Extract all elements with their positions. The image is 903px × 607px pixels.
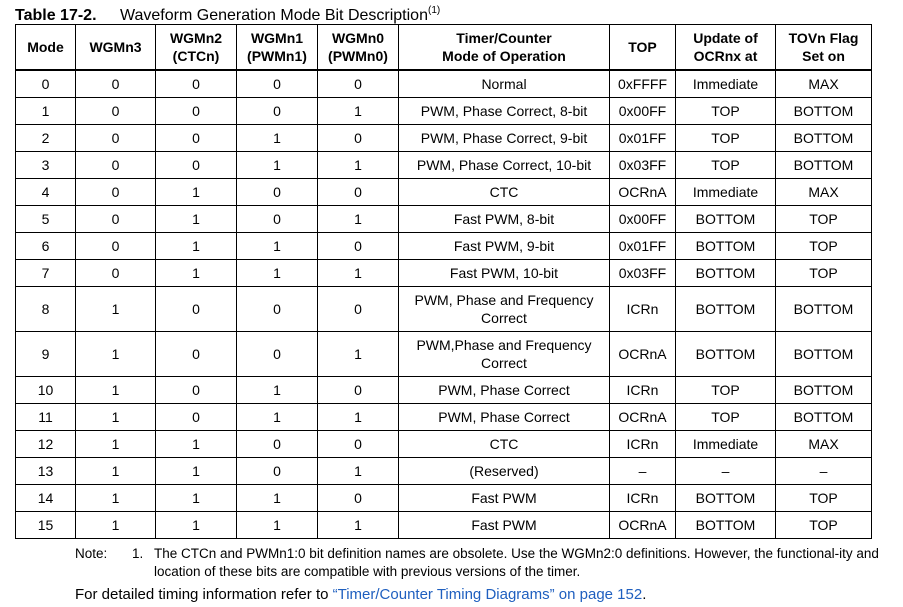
wgmn2-cell: 1: [156, 260, 237, 287]
table-row: [16, 287, 872, 332]
mode-cell: 7: [16, 260, 76, 287]
mode-cell: 13: [16, 458, 76, 485]
tov-cell: TOP: [776, 260, 872, 287]
operation-line: PWM,Phase and Frequency: [416, 337, 592, 353]
wgmn2-cell: 1: [156, 431, 237, 458]
wgmn1-cell: 0: [237, 458, 318, 485]
footer-text: For detailed timing information refer to: [75, 586, 333, 603]
mode-cell: 5: [16, 206, 76, 233]
wgmn3-cell: 1: [76, 332, 156, 377]
wgmn1-cell: 0: [237, 70, 318, 98]
wgmn1-cell: 1: [237, 377, 318, 404]
wgmn1-cell: 1: [237, 404, 318, 431]
wgmn0-cell: 0: [318, 233, 399, 260]
wgmn2-header: [156, 25, 237, 71]
wgmn3-cell: 0: [76, 206, 156, 233]
tov-cell: BOTTOM: [776, 125, 872, 152]
tov-cell: BOTTOM: [776, 332, 872, 377]
update-cell: Immediate: [676, 70, 776, 98]
table-body: [16, 70, 872, 539]
update-cell: Immediate: [676, 431, 776, 458]
wgmn2-cell: 1: [156, 206, 237, 233]
header-line: WGMn1: [250, 30, 304, 46]
header-line: OCRnx at: [693, 48, 758, 64]
wgmn3-cell: 0: [76, 152, 156, 179]
mode-cell: 12: [16, 431, 76, 458]
operation-line: CTC: [489, 436, 519, 452]
wgmn1-cell: 1: [237, 125, 318, 152]
mode-header: [16, 25, 76, 71]
update-cell: TOP: [676, 98, 776, 125]
top-cell: 0x01FF: [610, 233, 676, 260]
wgmn0-cell: 0: [318, 125, 399, 152]
header-line: WGMn0: [331, 30, 385, 46]
table-row: [16, 512, 872, 539]
wgmn3-cell: 1: [76, 377, 156, 404]
top-cell: OCRnA: [610, 404, 676, 431]
top-cell: –: [610, 458, 676, 485]
operation-line: CTC: [489, 184, 519, 200]
mode-cell: 11: [16, 404, 76, 431]
waveform-mode-table: [15, 24, 872, 539]
mode-cell: 10: [16, 377, 76, 404]
update-cell: TOP: [676, 125, 776, 152]
wgmn1-cell: 0: [237, 287, 318, 332]
tov-cell: –: [776, 458, 872, 485]
operation-cell: [399, 332, 610, 377]
tov-cell: TOP: [776, 512, 872, 539]
wgmn1-cell: 0: [237, 98, 318, 125]
operation-cell: [399, 70, 610, 98]
table-row: [16, 179, 872, 206]
operation-line: PWM, Phase Correct: [438, 382, 570, 398]
mode-cell: 14: [16, 485, 76, 512]
table-row: [16, 458, 872, 485]
update-cell: BOTTOM: [676, 233, 776, 260]
operation-cell: [399, 458, 610, 485]
wgmn2-cell: 1: [156, 233, 237, 260]
tov-cell: TOP: [776, 233, 872, 260]
wgmn0-cell: 1: [318, 332, 399, 377]
wgmn3-cell: 1: [76, 431, 156, 458]
update-cell: –: [676, 458, 776, 485]
tov-cell: MAX: [776, 70, 872, 98]
update-cell: BOTTOM: [676, 287, 776, 332]
operation-cell: [399, 287, 610, 332]
wgmn3-cell: 1: [76, 512, 156, 539]
wgmn1-cell: 0: [237, 206, 318, 233]
wgmn3-cell: 0: [76, 70, 156, 98]
table-row: [16, 377, 872, 404]
tov-cell: MAX: [776, 179, 872, 206]
operation-line: PWM, Phase Correct, 8-bit: [420, 103, 588, 119]
update-cell: BOTTOM: [676, 512, 776, 539]
wgmn2-cell: 0: [156, 287, 237, 332]
wgmn1-cell: 0: [237, 332, 318, 377]
operation-cell: [399, 377, 610, 404]
table-row: [16, 260, 872, 287]
operation-line: Fast PWM: [471, 517, 537, 533]
top-cell: 0x03FF: [610, 152, 676, 179]
mode-cell: 1: [16, 98, 76, 125]
wgmn2-cell: 0: [156, 98, 237, 125]
wgmn2-cell: 0: [156, 404, 237, 431]
table-title: Waveform Generation Mode Bit Description: [120, 7, 428, 24]
top-header: [610, 25, 676, 71]
wgmn0-cell: 1: [318, 404, 399, 431]
wgmn0-cell: 1: [318, 260, 399, 287]
footnote-ref: (1): [427, 5, 441, 16]
header-line: Set on: [802, 48, 845, 64]
table-row: [16, 485, 872, 512]
wgmn1-cell: 1: [237, 152, 318, 179]
mode-cell: 6: [16, 233, 76, 260]
update-ocrnx-header: [676, 25, 776, 71]
header-line: Update of: [693, 30, 758, 46]
wgmn3-cell: 0: [76, 125, 156, 152]
mode-cell: 9: [16, 332, 76, 377]
operation-line: PWM, Phase and Frequency: [414, 292, 594, 308]
note-label: Note:: [75, 546, 108, 561]
operation-cell: [399, 152, 610, 179]
operation-cell: [399, 260, 610, 287]
operation-line: Fast PWM, 8-bit: [453, 211, 555, 227]
table-row: [16, 206, 872, 233]
header-line: Mode: [27, 39, 64, 55]
wgmn3-cell: 0: [76, 233, 156, 260]
operation-line: Normal: [481, 76, 527, 92]
header-line: (CTCn): [172, 48, 220, 64]
table-row: [16, 431, 872, 458]
wgmn2-cell: 0: [156, 332, 237, 377]
header-line: Mode of Operation: [442, 48, 566, 64]
table-row: [16, 332, 872, 377]
wgmn0-cell: 0: [318, 377, 399, 404]
operation-line: (Reserved): [469, 463, 539, 479]
wgmn0-cell: 1: [318, 206, 399, 233]
operation-line: Fast PWM: [471, 490, 537, 506]
update-cell: BOTTOM: [676, 485, 776, 512]
wgmn0-cell: 0: [318, 431, 399, 458]
wgmn1-cell: 1: [237, 260, 318, 287]
operation-line: Fast PWM, 10-bit: [449, 265, 559, 281]
top-cell: 0x03FF: [610, 260, 676, 287]
top-cell: ICRn: [610, 485, 676, 512]
update-cell: BOTTOM: [676, 332, 776, 377]
operation-line: PWM, Phase Correct, 9-bit: [420, 130, 588, 146]
timing-diagrams-link[interactable]: “Timer/Counter Timing Diagrams” on page 152: [332, 586, 643, 603]
table-note: [75, 545, 895, 581]
wgmn0-cell: 0: [318, 287, 399, 332]
operation-cell: [399, 431, 610, 458]
note-number: 1.: [132, 546, 144, 561]
operation-cell: [399, 233, 610, 260]
wgmn2-cell: 0: [156, 377, 237, 404]
wgmn3-header: [76, 25, 156, 71]
update-cell: BOTTOM: [676, 260, 776, 287]
table-row: [16, 98, 872, 125]
header-line: (PWMn1): [247, 48, 307, 64]
wgmn0-cell: 1: [318, 152, 399, 179]
wgmn0-cell: 0: [318, 179, 399, 206]
update-cell: TOP: [676, 404, 776, 431]
wgmn2-cell: 1: [156, 179, 237, 206]
wgmn3-cell: 0: [76, 98, 156, 125]
wgmn3-cell: 1: [76, 287, 156, 332]
header-line: TOP: [628, 39, 657, 55]
wgmn0-cell: 0: [318, 70, 399, 98]
wgmn1-cell: 0: [237, 431, 318, 458]
operation-line: PWM, Phase Correct: [438, 409, 570, 425]
table-row: [16, 70, 872, 98]
tov-cell: BOTTOM: [776, 287, 872, 332]
wgmn3-cell: 1: [76, 485, 156, 512]
wgmn3-cell: 1: [76, 458, 156, 485]
header-line: WGMn2: [169, 30, 223, 46]
wgmn1-cell: 1: [237, 485, 318, 512]
operation-line: Fast PWM, 9-bit: [453, 238, 555, 254]
top-cell: OCRnA: [610, 179, 676, 206]
top-cell: ICRn: [610, 287, 676, 332]
wgmn3-cell: 0: [76, 260, 156, 287]
top-cell: ICRn: [610, 431, 676, 458]
tov-cell: BOTTOM: [776, 152, 872, 179]
operation-cell: [399, 485, 610, 512]
table-row: [16, 404, 872, 431]
tovn-flag-header: [776, 25, 872, 71]
tov-cell: TOP: [776, 206, 872, 233]
top-cell: 0x00FF: [610, 206, 676, 233]
tov-cell: BOTTOM: [776, 377, 872, 404]
operation-cell: [399, 206, 610, 233]
note-text: The CTCn and PWMn1:0 bit definition names are obsolete. Use the WGMn2:0 definitions. However, the functional-ity and location of these bits are compatible with previous versions of the timer.: [154, 546, 879, 579]
table-row: [16, 152, 872, 179]
table-header-row: [16, 25, 872, 71]
wgmn0-cell: 1: [318, 512, 399, 539]
wgmn3-cell: 0: [76, 179, 156, 206]
footer-end: .: [642, 586, 647, 603]
top-cell: ICRn: [610, 377, 676, 404]
update-cell: BOTTOM: [676, 206, 776, 233]
wgmn0-header: [318, 25, 399, 71]
top-cell: OCRnA: [610, 332, 676, 377]
top-cell: 0xFFFF: [610, 70, 676, 98]
top-cell: 0x01FF: [610, 125, 676, 152]
wgmn1-cell: 1: [237, 233, 318, 260]
mode-of-operation-header: [399, 25, 610, 71]
mode-cell: 0: [16, 70, 76, 98]
wgmn1-header: [237, 25, 318, 71]
operation-cell: [399, 98, 610, 125]
table-caption: [15, 1, 440, 26]
top-cell: 0x00FF: [610, 98, 676, 125]
tov-cell: TOP: [776, 485, 872, 512]
header-line: TOVn Flag: [788, 30, 859, 46]
timing-reference: [75, 585, 646, 605]
update-cell: TOP: [676, 152, 776, 179]
header-line: Timer/Counter: [456, 30, 552, 46]
table-row: [16, 125, 872, 152]
operation-line: Correct: [481, 355, 527, 371]
wgmn1-cell: 1: [237, 512, 318, 539]
mode-cell: 2: [16, 125, 76, 152]
header-line: WGMn3: [89, 39, 142, 55]
top-cell: OCRnA: [610, 512, 676, 539]
wgmn2-cell: 0: [156, 70, 237, 98]
operation-cell: [399, 125, 610, 152]
operation-line: Correct: [481, 310, 527, 326]
header-line: (PWMn0): [328, 48, 388, 64]
wgmn2-cell: 1: [156, 458, 237, 485]
mode-cell: 8: [16, 287, 76, 332]
table-number: Table 17-2.: [15, 7, 97, 24]
mode-cell: 3: [16, 152, 76, 179]
tov-cell: MAX: [776, 431, 872, 458]
operation-cell: [399, 512, 610, 539]
operation-cell: [399, 179, 610, 206]
mode-cell: 4: [16, 179, 76, 206]
tov-cell: BOTTOM: [776, 98, 872, 125]
wgmn1-cell: 0: [237, 179, 318, 206]
update-cell: Immediate: [676, 179, 776, 206]
tov-cell: BOTTOM: [776, 404, 872, 431]
table-row: [16, 233, 872, 260]
wgmn3-cell: 1: [76, 404, 156, 431]
update-cell: TOP: [676, 377, 776, 404]
wgmn2-cell: 0: [156, 125, 237, 152]
wgmn0-cell: 0: [318, 485, 399, 512]
wgmn2-cell: 1: [156, 512, 237, 539]
mode-cell: 15: [16, 512, 76, 539]
operation-line: PWM, Phase Correct, 10-bit: [416, 157, 592, 173]
wgmn2-cell: 1: [156, 485, 237, 512]
wgmn2-cell: 0: [156, 152, 237, 179]
wgmn0-cell: 1: [318, 98, 399, 125]
operation-cell: [399, 404, 610, 431]
wgmn0-cell: 1: [318, 458, 399, 485]
